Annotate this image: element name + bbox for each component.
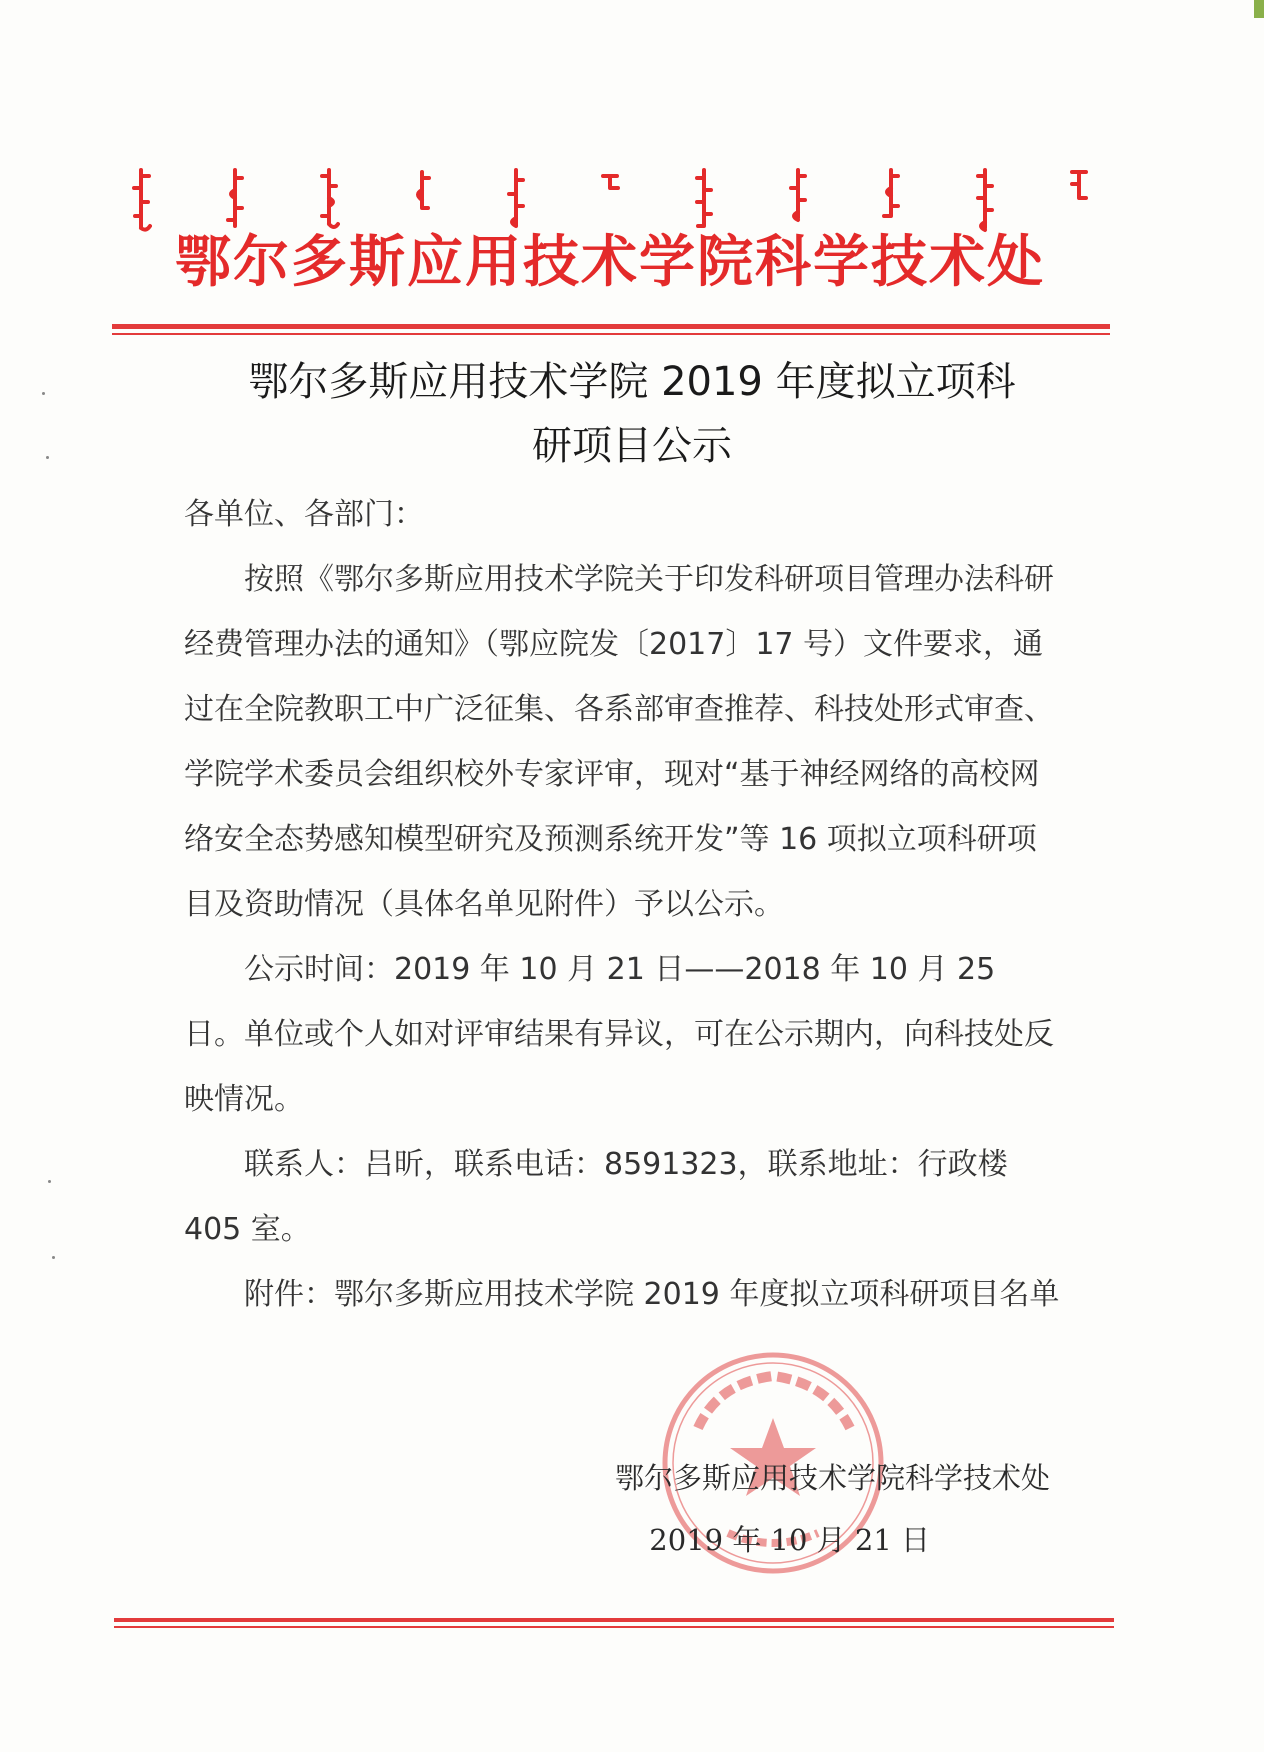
scan-speck <box>48 1180 51 1183</box>
header-rule-thin <box>112 333 1110 335</box>
signature-date: 2019 年 10 月 21 日 <box>649 1523 930 1557</box>
scan-speck <box>52 1256 55 1259</box>
paragraph-contact: 联系人：吕昕，联系电话：8591323，联系地址：行政楼 405 室。 <box>184 1147 1008 1247</box>
salutation: 各单位、各部门： <box>184 497 424 532</box>
mongolian-glyph <box>974 168 996 234</box>
title-line-2: 研项目公示 <box>532 423 732 469</box>
footer-rule-thick <box>114 1618 1114 1622</box>
paragraph-basis: 按照《鄂尔多斯应用技术学院关于印发科研项目管理办法科研经费管理办法的通知》（鄂应院发〔2017〕17 号）文件要求，通过在全院教职工中广泛征集、各系部审查推荐、科技处形式审查、学院学术委员会组织校外专家评审，现对“基于神经网络的高校网络安全态势感知模型研究及预测系统开发”等 16 项拟立项科研项目及资助情况（具体名单见附件）予以公示。 <box>184 562 1054 922</box>
signature-org: 鄂尔多斯应用技术学院科学技术处 <box>614 1461 1050 1495</box>
paragraph-attachment: 附件：鄂尔多斯应用技术学院 2019 年度拟立项科研项目名单 <box>244 1277 1060 1312</box>
scan-speck <box>42 392 45 395</box>
mongolian-glyph <box>318 168 340 234</box>
mongolian-glyph <box>411 168 433 234</box>
mongolian-glyph <box>693 168 715 234</box>
mongolian-glyph <box>599 168 621 234</box>
scan-edge-mark <box>1254 0 1264 18</box>
mongolian-glyph <box>1068 168 1090 234</box>
footer-rule-thin <box>114 1626 1114 1628</box>
mongolian-glyph <box>224 168 246 234</box>
document-body <box>184 482 1064 1327</box>
header-rule-thick <box>112 324 1110 329</box>
mongolian-glyph <box>130 168 152 234</box>
mongolian-glyph <box>505 168 527 234</box>
document-title <box>150 350 1114 478</box>
title-line-1: 鄂尔多斯应用技术学院 2019 年度拟立项科 <box>248 359 1016 405</box>
paragraph-period: 公示时间：2019 年 10 月 21 日——2018 年 10 月 25 日。单位或个人如对评审结果有异议，可在公示期内，向科技处反映情况。 <box>184 952 1054 1117</box>
mongolian-glyph <box>787 168 809 234</box>
letterhead-org-name: 鄂尔多斯应用技术学院科学技术处 <box>175 229 1045 295</box>
scan-speck <box>46 456 49 459</box>
mongolian-glyph <box>880 168 902 234</box>
